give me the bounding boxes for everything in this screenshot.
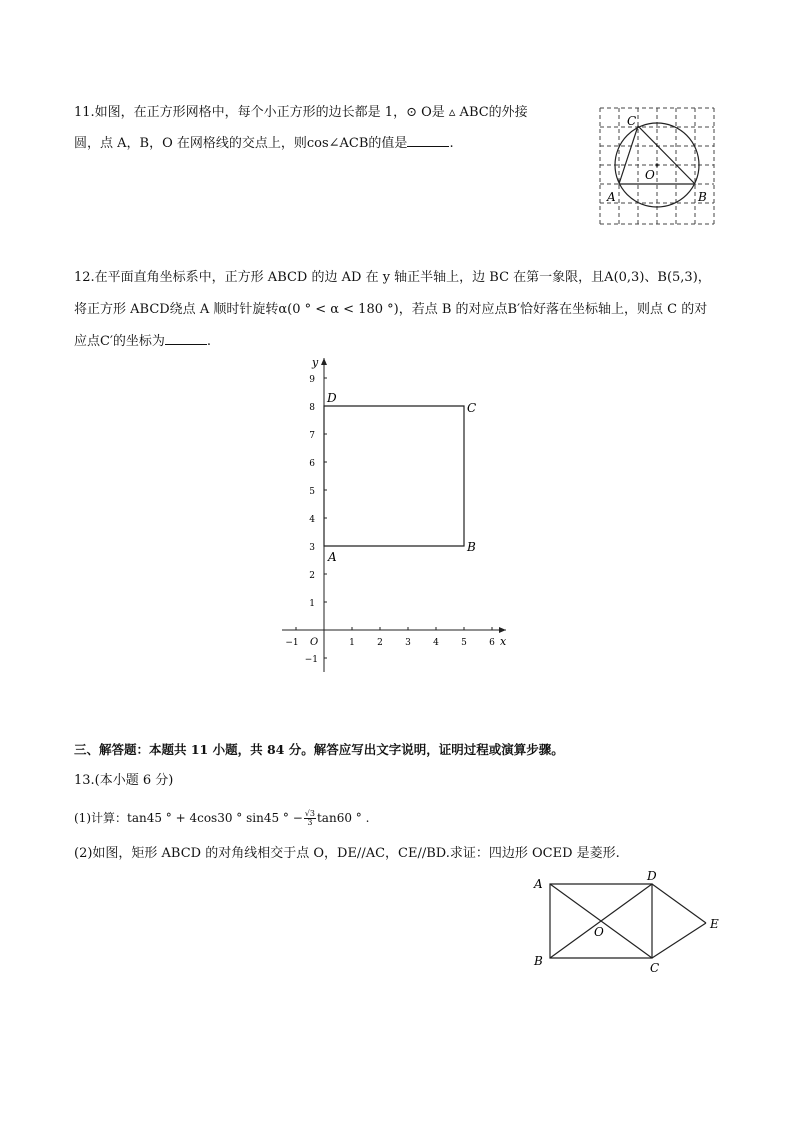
label-d: D (647, 869, 657, 883)
q13-part1-expr: (1)计算：tan45 ° + 4cos30 ° sin45 ° − (74, 811, 303, 825)
y-tick-1: 1 (309, 599, 315, 609)
triangle-abc (619, 126, 695, 184)
q13-part1 (74, 809, 369, 827)
fraction-sqrt3-over-3 (304, 810, 316, 827)
q13-header: 13.(本小题 6 分) (74, 773, 174, 788)
segment-ce (652, 923, 706, 958)
label-o: O (594, 925, 604, 939)
y-tick-neg1: −1 (304, 655, 318, 665)
label-b: B (467, 540, 476, 554)
x-tick-3: 3 (405, 638, 411, 648)
y-tick-9: 9 (309, 375, 315, 385)
x-tick-6: 6 (489, 638, 495, 648)
q13-part2: (2)如图，矩形 ABCD 的对角线相交于点 O，DE//AC，CE//BD.求证：四边形 OCED 是菱形. (74, 846, 620, 861)
q11-figure (596, 104, 724, 230)
q11-text-line1: 11.如图，在正方形网格中，每个小正方形的边长都是 1，⊙ O是 ▵ ABC的外接 (74, 105, 528, 120)
fraction-numerator: √3 (304, 809, 315, 818)
y-tick-3: 3 (309, 543, 315, 553)
x-axis-label: x (500, 635, 507, 648)
y-tick-4: 4 (309, 515, 315, 525)
q12-period: . (206, 334, 212, 349)
y-tick-5: 5 (309, 487, 315, 497)
y-axis-arrow (321, 358, 327, 365)
q11-text-line2-main: 圆，点 A，B，O 在网格线的交点上，则cos∠ACB的值是 (74, 136, 408, 151)
q12-text-line3 (74, 332, 211, 351)
label-a: A (534, 877, 543, 891)
label-c: C (650, 961, 660, 974)
y-axis-label: y (312, 356, 319, 369)
x-axis-arrow (499, 627, 506, 633)
label-o: O (645, 168, 655, 182)
y-tick-6: 6 (309, 459, 315, 469)
q13-part1-tail: tan60 ° . (316, 811, 370, 825)
label-c: C (627, 114, 637, 128)
q11-period: . (449, 136, 454, 151)
label-a: A (607, 190, 616, 204)
answer-blank (165, 332, 207, 345)
x-tick-2: 2 (377, 638, 383, 648)
q12-text-line1: 12.在平面直角坐标系中，正方形 ABCD 的边 AD 在 y 轴正半轴上，边 BC 在第一象限，且A(0,3)、B(5,3)， (74, 270, 711, 285)
label-b: B (534, 954, 543, 968)
x-tick-5: 5 (461, 638, 467, 648)
fraction-denominator: 3 (307, 818, 313, 827)
square-abcd (324, 406, 464, 546)
answer-blank (407, 134, 449, 147)
q12-text-line3-main: 应点C′的坐标为 (74, 334, 165, 349)
x-tick-1: 1 (349, 638, 355, 648)
q13-rectangle-figure (528, 868, 728, 974)
q11-text-line2 (74, 134, 454, 153)
origin-label: O (310, 637, 319, 648)
x-tick-4: 4 (433, 638, 439, 648)
q12-text-line2: 将正方形 ABCD绕点 A 顺时针旋转α(0 ° < α < 180 °)，若点 B 的对应点B′恰好落在坐标轴上，则点 C 的对 (74, 302, 708, 317)
x-tick-neg1: −1 (285, 638, 299, 648)
label-c: C (467, 401, 477, 415)
y-tick-8: 8 (309, 403, 315, 413)
center-o-dot (655, 163, 658, 166)
label-b: B (698, 190, 707, 204)
section3-heading: 三、解答题：本题共 11 小题，共 84 分。解答应写出文字说明，证明过程或演算步骤。 (74, 742, 564, 757)
label-d: D (327, 391, 337, 405)
label-e: E (710, 917, 719, 931)
y-tick-7: 7 (309, 431, 315, 441)
label-a: A (328, 550, 337, 564)
q12-coordinate-figure (270, 350, 520, 680)
segment-de (652, 884, 706, 923)
y-tick-2: 2 (309, 571, 315, 581)
